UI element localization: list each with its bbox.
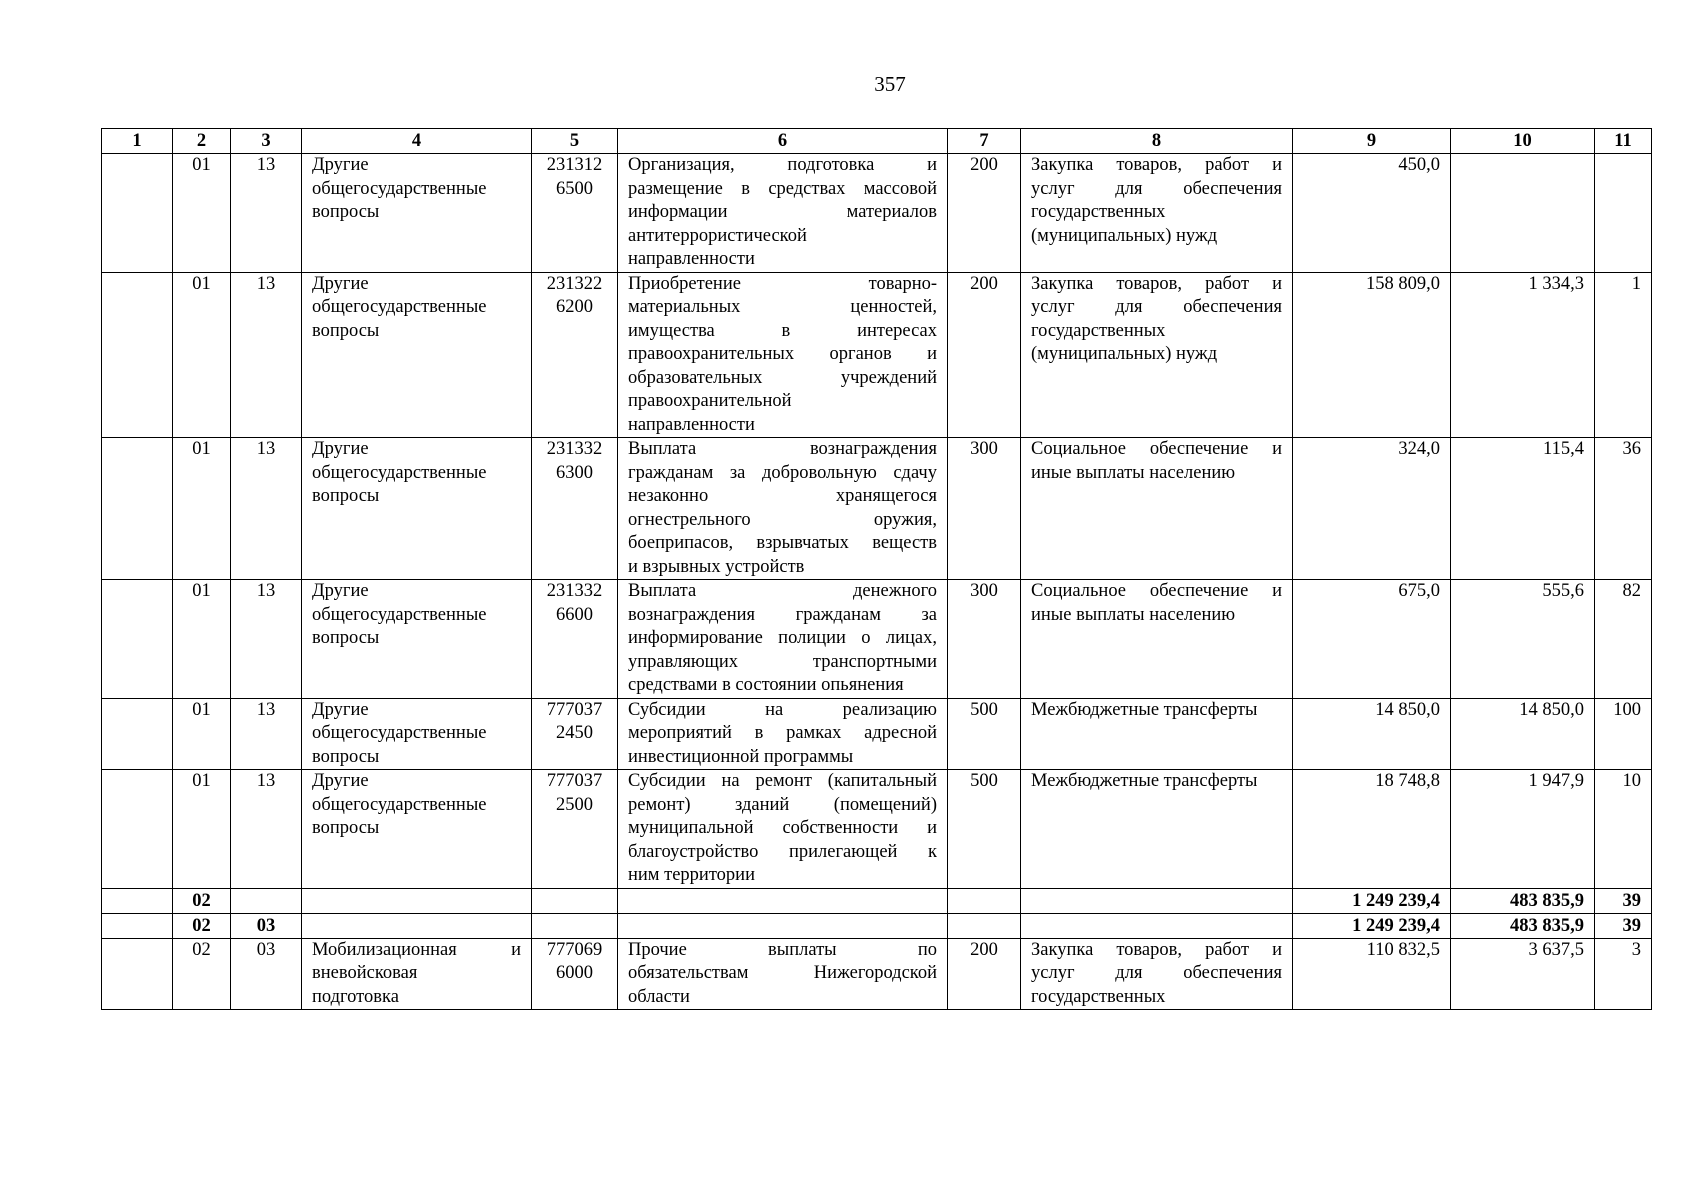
cell-target-code: 231332 6300: [532, 438, 618, 580]
cell-col9: 14 850,0: [1293, 698, 1451, 770]
cell-target-name: Субсидии на ремонт (капитальный ремонт) зданий (помещений) муниципальной собственности и благоустройство прилегающей к ним территории: [618, 770, 948, 889]
cell-section-name: Другие общегосударственные вопросы: [302, 154, 532, 273]
cell-section: 01: [173, 438, 231, 580]
cell-col10: 14 850,0: [1451, 698, 1595, 770]
cell-col10: 483 835,9: [1451, 913, 1595, 938]
cell-col1: [102, 438, 173, 580]
cell-col1: [102, 272, 173, 438]
cell-col11: 39: [1595, 913, 1652, 938]
budget-table: [101, 128, 1652, 1010]
cell-section-name: Другие общегосударственные вопросы: [302, 580, 532, 699]
cell-col10: 483 835,9: [1451, 888, 1595, 913]
cell-target-code: 231312 6500: [532, 154, 618, 273]
cell-subsection: 13: [231, 580, 302, 699]
table-row: [102, 580, 1652, 699]
cell-target-code: 231322 6200: [532, 272, 618, 438]
cell-col1: [102, 154, 173, 273]
cell-section-name: Мобилизационная и вневойсковая подготовка: [302, 938, 532, 1010]
table-row: [102, 438, 1652, 580]
cell-col1: [102, 938, 173, 1010]
page-number: 357: [874, 72, 906, 96]
cell-col9: 450,0: [1293, 154, 1451, 273]
cell-target-name: Выплата вознаграждения гражданам за добровольную сдачу незаконно хранящегося огнестрельного оружия, боеприпасов, взрывчатых веществ и взрывных устройств: [618, 438, 948, 580]
cell-empty: [1021, 913, 1293, 938]
cell-col11: 36: [1595, 438, 1652, 580]
cell-col11: 82: [1595, 580, 1652, 699]
column-header-1: 1: [102, 129, 173, 154]
table-row: [102, 938, 1652, 1010]
cell-target-code: 777037 2500: [532, 770, 618, 889]
column-header-2: 2: [173, 129, 231, 154]
column-header-9: 9: [1293, 129, 1451, 154]
cell-expense-type-name: Межбюджетные трансферты: [1021, 698, 1293, 770]
cell-col9: 110 832,5: [1293, 938, 1451, 1010]
cell-expense-type: 300: [948, 438, 1021, 580]
cell-expense-type: 500: [948, 698, 1021, 770]
cell-col10: 1 334,3: [1451, 272, 1595, 438]
cell-empty: [618, 888, 948, 913]
cell-col1: [102, 913, 173, 938]
cell-section-name: Другие общегосударственные вопросы: [302, 438, 532, 580]
column-header-4: 4: [302, 129, 532, 154]
cell-empty: [532, 888, 618, 913]
cell-subsection: 03: [231, 938, 302, 1010]
total-row: [102, 888, 1652, 913]
cell-empty: [302, 913, 532, 938]
column-header-6: 6: [618, 129, 948, 154]
table-row: [102, 770, 1652, 889]
cell-section: 02: [173, 913, 231, 938]
cell-expense-type: 200: [948, 154, 1021, 273]
cell-col10: 1 947,9: [1451, 770, 1595, 889]
column-header-11: 11: [1595, 129, 1652, 154]
cell-section: 01: [173, 154, 231, 273]
cell-col11: 10: [1595, 770, 1652, 889]
cell-subsection: 13: [231, 438, 302, 580]
column-header-3: 3: [231, 129, 302, 154]
cell-target-name: Приобретение товарно- материальных ценностей, имущества в интересах правоохранительных органов и образовательных учреждений правоохранительной направленности: [618, 272, 948, 438]
cell-col10: 3 637,5: [1451, 938, 1595, 1010]
cell-col9: 158 809,0: [1293, 272, 1451, 438]
cell-target-name: Субсидии на реализацию мероприятий в рамках адресной инвестиционной программы: [618, 698, 948, 770]
cell-col11: 100: [1595, 698, 1652, 770]
cell-col10: [1451, 154, 1595, 273]
cell-expense-type: 500: [948, 770, 1021, 889]
cell-col11: 1: [1595, 272, 1652, 438]
cell-target-name: Прочие выплаты по обязательствам Нижегородской области: [618, 938, 948, 1010]
column-header-10: 10: [1451, 129, 1595, 154]
column-header-8: 8: [1021, 129, 1293, 154]
cell-section-name: Другие общегосударственные вопросы: [302, 770, 532, 889]
header-row: [102, 129, 1652, 154]
cell-subsection: [231, 888, 302, 913]
cell-empty: [948, 913, 1021, 938]
cell-section: 01: [173, 272, 231, 438]
cell-empty: [532, 913, 618, 938]
table-row: [102, 698, 1652, 770]
table-row: [102, 154, 1652, 273]
cell-expense-type-name: Социальное обеспечение и иные выплаты населению: [1021, 580, 1293, 699]
cell-section: 02: [173, 888, 231, 913]
cell-col1: [102, 770, 173, 889]
cell-target-code: 777069 6000: [532, 938, 618, 1010]
cell-empty: [948, 888, 1021, 913]
cell-col10: 115,4: [1451, 438, 1595, 580]
cell-subsection: 13: [231, 272, 302, 438]
cell-target-code: 231332 6600: [532, 580, 618, 699]
column-header-5: 5: [532, 129, 618, 154]
cell-target-name: Выплата денежного вознаграждения гражданам за информирование полиции о лицах, управляющих транспортными средствами в состоянии опьянения: [618, 580, 948, 699]
cell-section: 01: [173, 580, 231, 699]
cell-subsection: 13: [231, 770, 302, 889]
cell-col9: 675,0: [1293, 580, 1451, 699]
cell-subsection: 03: [231, 913, 302, 938]
cell-expense-type-name: Межбюджетные трансферты: [1021, 770, 1293, 889]
cell-col11: [1595, 154, 1652, 273]
cell-section-name: Другие общегосударственные вопросы: [302, 272, 532, 438]
cell-col9: 1 249 239,4: [1293, 913, 1451, 938]
cell-section: 02: [173, 938, 231, 1010]
cell-expense-type-name: Закупка товаров, работ и услуг для обеспечения государственных: [1021, 938, 1293, 1010]
total-row: [102, 913, 1652, 938]
cell-section-name: Другие общегосударственные вопросы: [302, 698, 532, 770]
cell-col9: 1 249 239,4: [1293, 888, 1451, 913]
cell-expense-type-name: Закупка товаров, работ и услуг для обеспечения государственных (муниципальных) нужд: [1021, 272, 1293, 438]
cell-section: 01: [173, 770, 231, 889]
cell-col1: [102, 888, 173, 913]
cell-expense-type: 300: [948, 580, 1021, 699]
cell-target-name: Организация, подготовка и размещение в средствах массовой информации материалов антитеррористической направленности: [618, 154, 948, 273]
cell-target-code: 777037 2450: [532, 698, 618, 770]
cell-expense-type-name: Закупка товаров, работ и услуг для обеспечения государственных (муниципальных) нужд: [1021, 154, 1293, 273]
cell-expense-type-name: Социальное обеспечение и иные выплаты населению: [1021, 438, 1293, 580]
cell-col11: 3: [1595, 938, 1652, 1010]
column-header-7: 7: [948, 129, 1021, 154]
cell-section: 01: [173, 698, 231, 770]
cell-empty: [618, 913, 948, 938]
cell-col9: 18 748,8: [1293, 770, 1451, 889]
cell-empty: [1021, 888, 1293, 913]
cell-col10: 555,6: [1451, 580, 1595, 699]
cell-subsection: 13: [231, 698, 302, 770]
cell-empty: [302, 888, 532, 913]
table-row: [102, 272, 1652, 438]
cell-expense-type: 200: [948, 938, 1021, 1010]
cell-col1: [102, 580, 173, 699]
cell-expense-type: 200: [948, 272, 1021, 438]
cell-col9: 324,0: [1293, 438, 1451, 580]
cell-col1: [102, 698, 173, 770]
cell-col11: 39: [1595, 888, 1652, 913]
cell-subsection: 13: [231, 154, 302, 273]
